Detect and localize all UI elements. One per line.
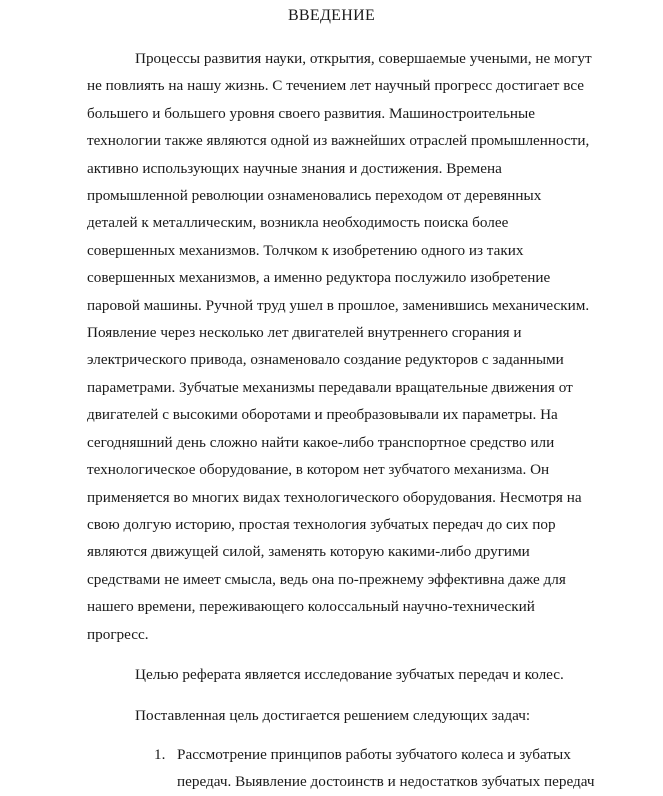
paragraph-line: прогресс. [87,625,149,643]
paragraph-line: не повлиять на нашу жизнь. С течением лет научный прогресс достигает все [87,77,584,95]
list-item-line: Рассмотрение принципов работы зубчатого колеса и зубатых [177,746,571,763]
paragraph-line: применяется во многих видах технологического оборудования. Несмотря на [87,488,582,506]
paragraph-line: сегодняшний день сложно найти какое-либо транспортное средство или [87,433,555,451]
paragraph-line: технологии также являются одной из важнейших отраслей промышленности, [87,132,590,150]
paragraph-line: нашего времени, переживающего колоссальный научно-технический [87,598,535,616]
paragraph-line: технологическое оборудование, в котором нет зубчатого механизма. Он [87,461,550,479]
paragraph-line: паровой машины. Ручной труд ушел в прошлое, заменившись механическим. [87,296,590,314]
page-title: ВВЕДЕНИЕ [287,7,376,24]
goal-paragraph [87,661,627,688]
tasks-intro-paragraph [87,702,627,729]
list-item-number: 1. [154,746,166,763]
paragraph-line: являются движущей силой, заменять которую какими-либо другими [87,543,530,561]
paragraph-line: электрического привода, ознаменовало создание редукторов с заданными [87,351,564,369]
paragraph-line: параметрами. Зубчатые механизмы передавали вращательные движения от [87,378,573,396]
paragraph-line: совершенных механизмов, а именно редуктора послужило изобретение [87,269,551,287]
tasks-list [154,741,634,796]
paragraph-line: двигателей с высокими оборотами и преобразовывали их параметры. На [87,406,558,424]
paragraph-line: деталей к металлическим, возникла необходимость поиска более [87,214,509,232]
list-item-line: передач. Выявление достоинств и недостатков зубчатых передач [177,773,595,791]
paragraph-line: большего и большего уровня своего развития. Машиностроительные [87,104,535,122]
paragraph-line: Процессы развития науки, открытия, совершаемые учеными, не могут [135,50,592,67]
paragraph-line: активно использующих научные знания и достижения. Времена [87,159,502,177]
tasks-intro-text: Поставленная цель достигается решением следующих задач: [135,707,531,724]
paragraph-line: промышленной революции ознаменовались переходом от деревянных [87,187,542,205]
paragraph-line: совершенных механизмов. Толчком к изобретению одного из таких [87,241,524,259]
paragraph-line: Появление через несколько лет двигателей внутреннего сгорания и [87,324,522,342]
paragraph-line: свою долгую историю, простая технология зубчатых передач до сих пор [87,515,556,533]
goal-text: Целью реферата является исследование зубчатых передач и колес. [135,666,564,683]
intro-paragraph [87,45,627,648]
list-item [154,741,634,796]
paragraph-line: средствами не имеет смысла, ведь она по-прежнему эффективна даже для [87,570,566,588]
